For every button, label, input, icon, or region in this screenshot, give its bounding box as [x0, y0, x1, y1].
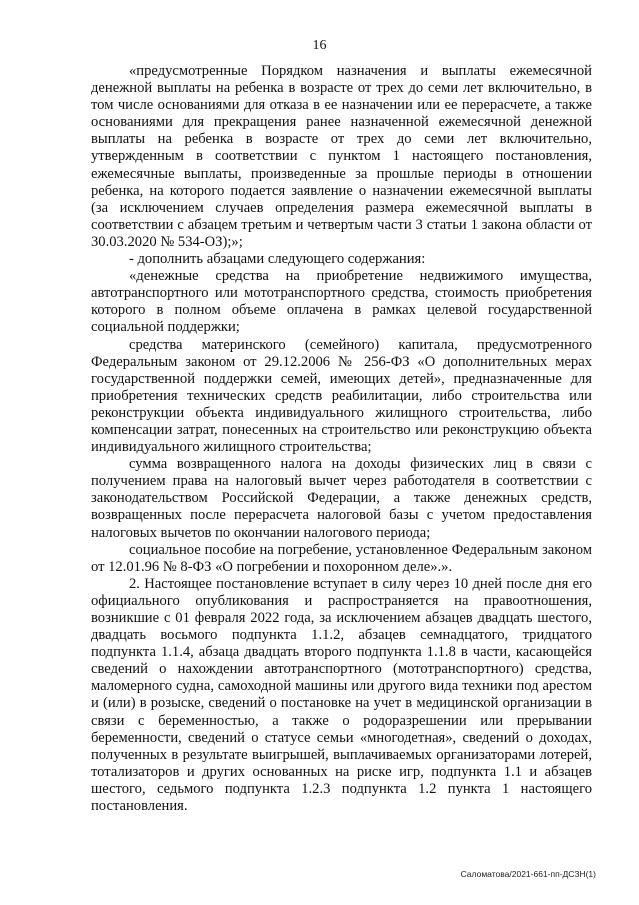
paragraph-funeral-allowance: социальное пособие на погребение, установленное Федеральным законом от 12.01.96 № 8-ФЗ «О погребении и похоронном деле».». — [91, 541, 592, 575]
paragraph-add-clauses: - дополнить абзацами следующего содержания: — [129, 251, 426, 268]
footer-document-code: Саломатова/2021-661-пп-ДСЗН(1) — [460, 869, 596, 879]
page-number: 16 — [312, 38, 327, 53]
paragraph-excluded-payments: «предусмотренные Порядком назначения и выплаты ежемесячной денежной выплаты на ребенка в возрасте от трех до семи лет включительно, в том числе основаниями для отказа в ее назначении или ее перерасчете, а также основаниями для прекращения ранее назначенной ежемесячной денежной выплаты на ребенка в возрасте от трех до семи лет включительно, утвержденным в соответствии с пунктом 1 настоящего постановления, ежемесячные выплаты, произведенные за прошлые периоды в отношении ребенка, на которого подается заявление о назначении ежемесячной выплаты (за исключением случаев определения размера ежемесячной выплаты в соответствии с абзацем третьим и четвертым части 3 статьи 1 закона области от 30.03.2020 № 534-ОЗ);»; — [91, 63, 592, 250]
paragraph-tax-refund: сумма возвращенного налога на доходы физических лиц в связи с получением права на налоговый вычет через работодателя в соответствии с законодательством Российской Федерации, а также денежных средств, возвращенных после перерасчета налоговой базы с учетом предоставления налоговых вычетов по окончании налогового периода; — [91, 456, 592, 541]
paragraph-maternity-capital: средства материнского (семейного) капитала, предусмотренного Федеральным законом от 29.12.2006 № 256-ФЗ «О дополнительных мерах государственной поддержки семей, имеющих детей», предназначенные для приобретения технических средств реабилитации, либо строительства или реконструкции объекта индивидуального жилищного строительства, либо компенсации затрат, понесенных на строительство или реконструкцию объекта индивидуального жилищного строительства; — [91, 336, 592, 456]
paragraph-entry-into-force: 2. Настоящее постановление вступает в силу через 10 дней после дня его официального опубликования и распространяется на правоотношения, возникшие с 01 февраля 2022 года, за исключением абзацев двадцать шестого, двадцать восьмого подпункта 1.1.2, абзацев семнадцатого, тридцатого подпункта 1.1.4, абзаца двадцать второго подпункта 1.1.8 в части, касающейся сведений о нахождении автотранспортного (мототранспортного) средства, маломерного судна, самоходной машины или другого вида техники под арестом и (или) в розыске, сведений о постановке на учет в медицинской организации в связи с беременностью, а также о родоразрешении или прерывании беременности, сведений о статусе семьи «многодетная», сведений о доходах, полученных в результате выигрышей, выплачиваемых организаторами лотерей, тотализаторов и других основанных на риске игр, подпункта 1.1 и абзацев шестого, седьмого подпункта 1.2.3 подпункта 1.2 пункта 1 настоящего постановления. — [91, 575, 592, 815]
paragraph-property-funds: «денежные средства на приобретение недвижимого имущества, автотранспортного или мототранспортного средства, стоимость приобретения которого в полном объеме оплачена в рамках целевой государственной социальной поддержки; — [91, 268, 592, 336]
document-body — [91, 63, 592, 815]
